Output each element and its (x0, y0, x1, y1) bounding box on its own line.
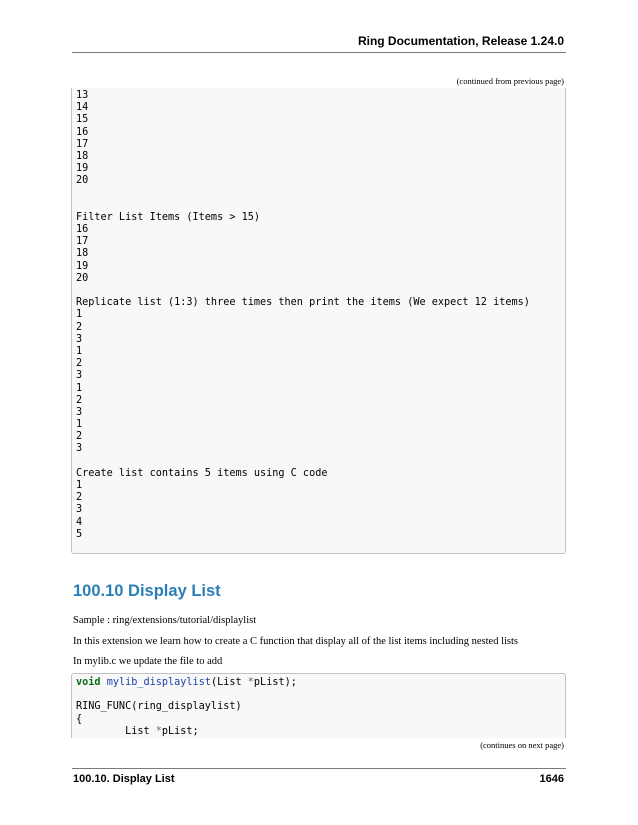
output-line: Filter List Items (Items > 15) (76, 211, 261, 223)
output-line: 18 (76, 150, 89, 162)
code-function-name: mylib_displaylist (106, 677, 211, 688)
code-operator: * (155, 725, 162, 737)
output-line: 5 (76, 528, 83, 540)
code-line (72, 726, 565, 738)
output-line: 1 (76, 480, 83, 491)
output-line: 20 (76, 272, 89, 284)
output-line: 17 (76, 138, 89, 150)
output-line: 20 (76, 175, 89, 187)
code-line: RING_FUNC(ring_displaylist) (76, 701, 242, 713)
output-line: 17 (76, 236, 89, 248)
header-rule (72, 52, 566, 53)
output-line: 4 (76, 516, 83, 528)
continues-on-next-note: (continues on next page) (480, 740, 564, 750)
output-line: 1 (76, 382, 83, 394)
output-line: 15 (76, 114, 89, 126)
output-line: 2 (76, 358, 83, 370)
output-line: 14 (76, 102, 89, 114)
output-line: 2 (76, 431, 83, 443)
output-line: Create list contains 5 items using C code (76, 467, 328, 479)
output-line: Replicate list (1:3) three times then print the items (We expect 12 items) (76, 297, 530, 309)
output-line: 2 (76, 492, 83, 504)
sample-path-paragraph: Sample : ring/extensions/tutorial/displaylist (73, 615, 257, 626)
output-line: 18 (76, 248, 89, 260)
output-line: 13 (76, 90, 89, 101)
output-line: 3 (76, 333, 83, 345)
footer-section-label: 100.10. Display List (73, 773, 175, 785)
output-line: 2 (76, 321, 83, 333)
continued-from-previous-note: (continued from previous page) (456, 76, 564, 86)
output-line: 19 (76, 163, 89, 175)
update-paragraph: In mylib.c we update the file to add (73, 656, 223, 667)
output-line: 3 (76, 443, 83, 455)
output-line: 1 (76, 345, 83, 357)
running-header-title: Ring Documentation, Release 1.24.0 (357, 34, 564, 48)
output-line: 2 (76, 394, 83, 406)
output-line: 1 (76, 419, 83, 431)
output-line (72, 285, 565, 297)
output-line: 3 (76, 370, 83, 382)
code-text: pList; (161, 725, 199, 737)
output-line: 3 (76, 504, 83, 516)
code-text: List (76, 725, 156, 737)
footer-rule (72, 768, 566, 769)
code-text: (List (210, 677, 248, 688)
c-code-block (71, 673, 566, 738)
code-text: pList); (253, 677, 297, 688)
output-line: 1 (76, 309, 83, 321)
section-title: 100.10 Display List (73, 582, 221, 600)
output-lines (72, 88, 565, 541)
output-line: 16 (76, 126, 89, 138)
output-line (72, 188, 565, 200)
code-operator: * (247, 677, 254, 688)
output-line: 3 (76, 406, 83, 418)
page-number: 1646 (539, 773, 564, 785)
code-line: { (76, 713, 83, 725)
code-line (72, 677, 565, 689)
code-line (72, 689, 565, 701)
output-line: 16 (76, 224, 89, 236)
intro-paragraph: In this extension we learn how to create a C function that display all of the list items including nested lists (73, 636, 518, 647)
output-line (72, 456, 565, 468)
output-line: 19 (76, 260, 89, 272)
output-line (72, 200, 565, 212)
code-keyword: void (76, 677, 101, 688)
output-code-block (71, 88, 566, 554)
